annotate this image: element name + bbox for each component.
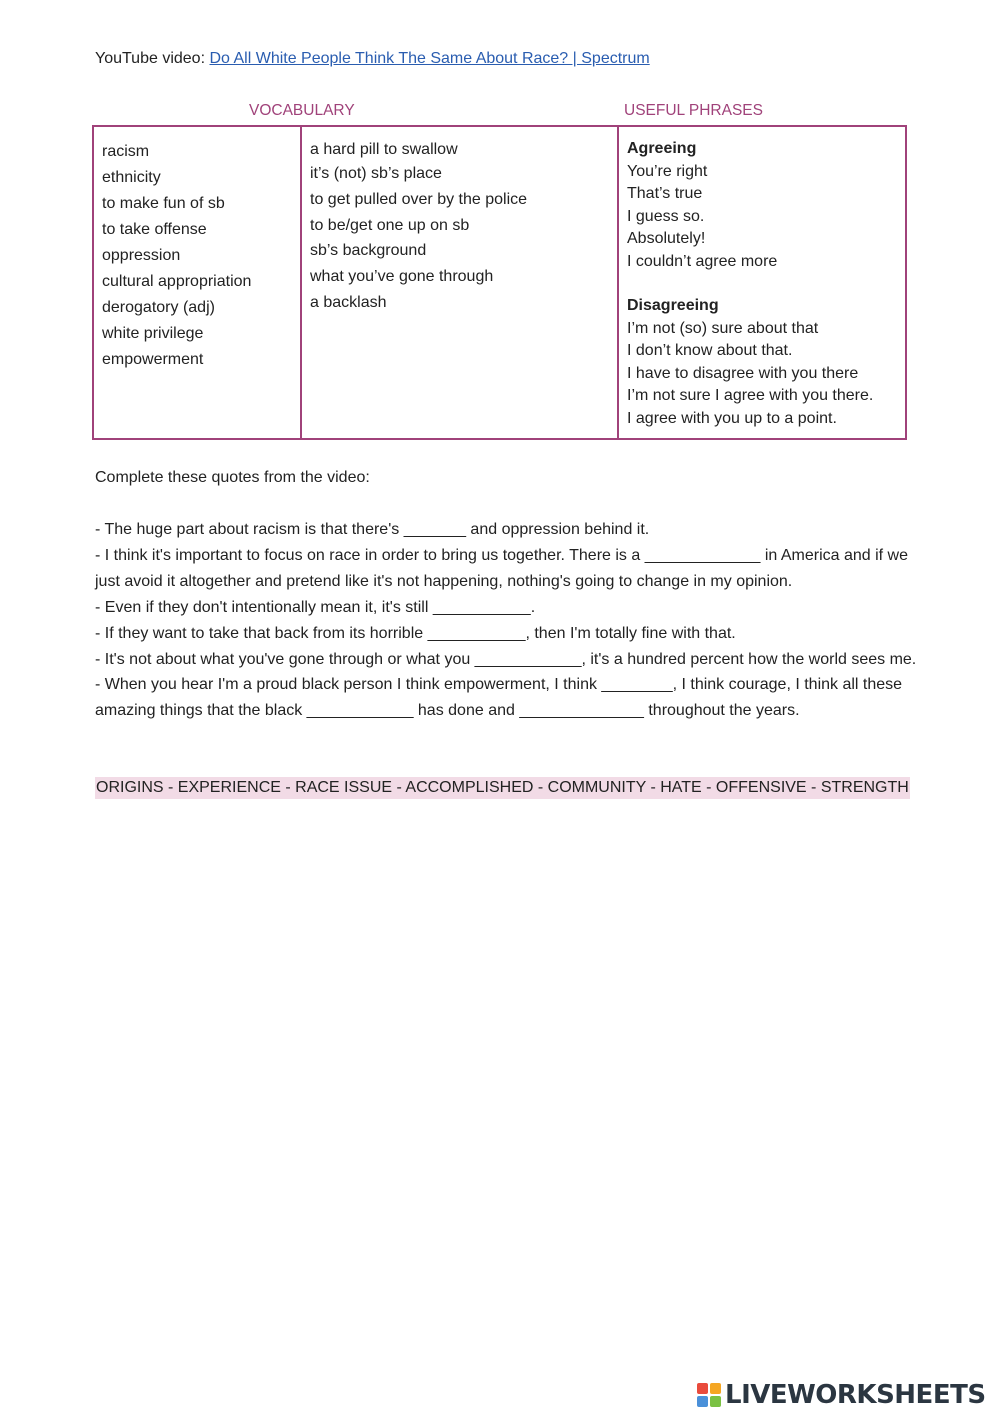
phrase-item: You’re right (627, 162, 708, 180)
phrase-item: That’s true (627, 185, 703, 202)
vocab-item: to make fun of sb (102, 195, 225, 212)
quote-item: - If they want to take that back from its horrible ___________, then I'm totally fine with that. (95, 624, 736, 642)
vocab-item: oppression (102, 247, 181, 264)
vocab-item: white privilege (102, 325, 204, 342)
phrase-item: I’m not sure I agree with you there. (627, 387, 874, 404)
vocabulary-heading: VOCABULARY (249, 102, 355, 119)
liveworksheets-logo-icon (697, 1383, 721, 1407)
word-bank: ORIGINS - EXPERIENCE - RACE ISSUE - ACCOMPLISHED - COMMUNITY - HATE - OFFENSIVE - STRENGTH (95, 777, 910, 799)
quotes-list (95, 517, 925, 724)
quote-item: - The huge part about racism is that there's _______ and oppression behind it. (95, 521, 650, 538)
vocab-item: it’s (not) sb’s place (310, 165, 442, 182)
quote-item: - Even if they don't intentionally mean it, it's still ___________. (95, 598, 536, 616)
vocab-item: cultural appropriation (102, 273, 252, 290)
vocab-item: empowerment (102, 351, 204, 368)
video-label: YouTube video: (95, 50, 206, 67)
vocabulary-table (92, 125, 907, 440)
vocabulary-column-1 (94, 127, 302, 438)
vocab-item: derogatory (adj) (102, 299, 215, 316)
video-link[interactable]: Do All White People Think The Same About Race? | Spectrum (209, 50, 650, 67)
quote-item: - I think it's important to focus on race in order to bring us together. There is a _____________ in America and if we just avoid it altogether and pretend like it's not happening, nothing's going to change in my opinion. (95, 546, 909, 590)
logo-square (697, 1396, 708, 1407)
logo-square (710, 1383, 721, 1394)
quote-item: - It's not about what you've gone through or what you ____________, it's a hundred percent how the world sees me. (95, 650, 917, 668)
vocab-item: ethnicity (102, 169, 161, 186)
liveworksheets-brand[interactable] (697, 1378, 986, 1412)
useful-phrases-heading: USEFUL PHRASES (624, 102, 763, 119)
vocab-item: a backlash (310, 293, 387, 311)
phrase-spacer (627, 273, 905, 295)
vocab-item: a hard pill to swallow (310, 141, 458, 158)
brand-name: LIVEWORKSHEETS (725, 1380, 986, 1410)
video-reference (95, 49, 650, 69)
vocab-item: to take offense (102, 221, 207, 238)
phrase-item: I don’t know about that. (627, 342, 793, 359)
phrase-item: I guess so. (627, 207, 705, 225)
logo-square (710, 1396, 721, 1407)
phrase-item: Absolutely! (627, 230, 706, 247)
agreeing-title: Agreeing (627, 140, 697, 157)
vocab-item: to be/get one up on sb (310, 216, 470, 234)
vocab-item: to get pulled over by the police (310, 190, 528, 208)
quote-item: - When you hear I'm a proud black person I think empowerment, I think ________, I think courage, I think all these amazing things that the black ____________ has done and ______________ throughout the years. (95, 676, 903, 720)
vocab-item: sb’s background (310, 242, 427, 260)
exercise-instructions: Complete these quotes from the video: (95, 469, 370, 486)
phrase-item: I couldn’t agree more (627, 252, 778, 270)
phrase-item: I have to disagree with you there (627, 364, 859, 382)
vocab-item: racism (102, 143, 150, 160)
phrase-item: I’m not (so) sure about that (627, 319, 819, 337)
vocabulary-column-2 (302, 127, 619, 438)
useful-phrases-column (619, 127, 905, 438)
logo-square (697, 1383, 708, 1394)
vocab-item: what you’ve gone through (310, 268, 494, 286)
disagreeing-title: Disagreeing (627, 297, 719, 314)
phrase-item: I agree with you up to a point. (627, 409, 837, 427)
